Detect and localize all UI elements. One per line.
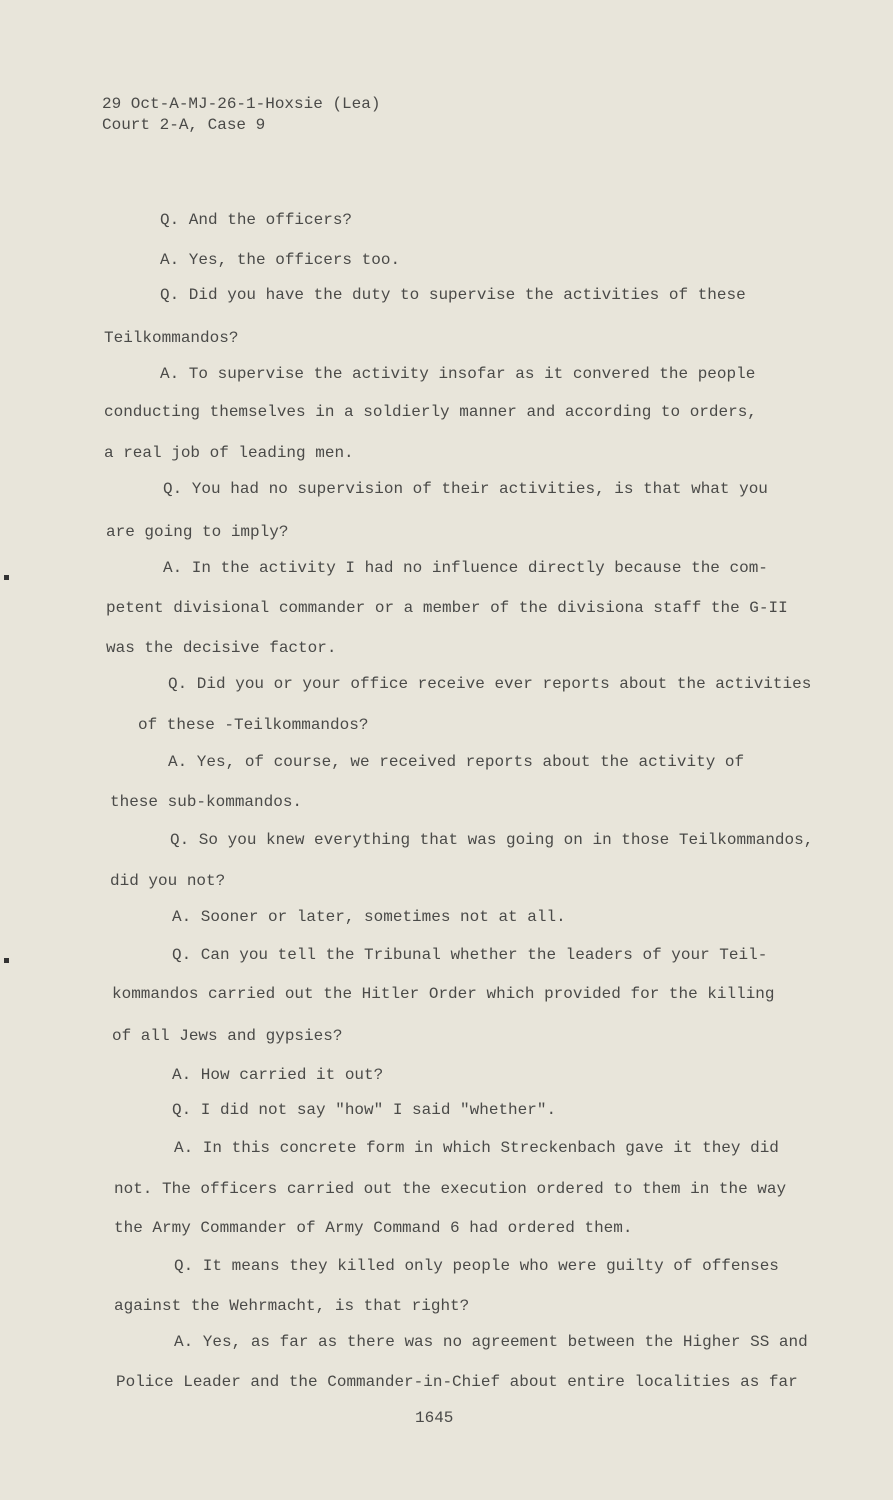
- transcript-line: against the Wehrmacht, is that right?: [114, 1297, 470, 1315]
- punch-mark: [4, 958, 9, 963]
- transcript-line: Q. And the officers?: [160, 211, 353, 229]
- transcript-line: A. In this concrete form in which Streckenbach gave it they did: [174, 1139, 779, 1157]
- page-number: 1645: [415, 1409, 454, 1427]
- punch-mark: [4, 575, 9, 580]
- transcript-line: petent divisional commander or a member of the divisiona staff the G-II: [106, 599, 788, 617]
- transcript-line: A. Sooner or later, sometimes not at all.: [172, 908, 566, 926]
- transcript-line: A. To supervise the activity insofar as it convered the people: [160, 365, 756, 383]
- transcript-line: not. The officers carried out the execution ordered to them in the way: [114, 1180, 787, 1198]
- header-line-1: 29 Oct-A-MJ-26-1-Hoxsie (Lea): [102, 95, 381, 113]
- header-line-2: Court 2-A, Case 9: [102, 116, 266, 134]
- transcript-line: Q. Did you or your office receive ever reports about the activities: [168, 675, 812, 693]
- transcript-line: A. Yes, the officers too.: [160, 251, 401, 269]
- transcript-line: are going to imply?: [106, 523, 289, 541]
- transcript-line: Police Leader and the Commander-in-Chief about entire localities as far: [116, 1373, 798, 1391]
- transcript-line: Q. You had no supervision of their activities, is that what you: [163, 480, 768, 498]
- transcript-line: of all Jews and gypsies?: [112, 1027, 343, 1045]
- transcript-line: of these -Teilkommandos?: [138, 716, 369, 734]
- transcript-line: conducting themselves in a soldierly manner and according to orders,: [104, 403, 757, 421]
- transcript-line: A. In the activity I had no influence directly because the com-: [163, 559, 768, 577]
- transcript-line: these sub-kommandos.: [110, 793, 303, 811]
- transcript-line: was the decisive factor.: [106, 639, 337, 657]
- transcript-line: Q. So you knew everything that was going on in those Teilkommandos,: [170, 831, 814, 849]
- transcript-line: Q. Can you tell the Tribunal whether the leaders of your Teil-: [172, 946, 768, 964]
- transcript-line: A. Yes, as far as there was no agreement between the Higher SS and: [174, 1333, 808, 1351]
- transcript-line: Teilkommandos?: [104, 329, 239, 347]
- transcript-line: A. How carried it out?: [172, 1066, 384, 1084]
- transcript-line: kommandos carried out the Hitler Order which provided for the killing: [112, 985, 775, 1003]
- transcript-line: the Army Commander of Army Command 6 had ordered them.: [114, 1219, 633, 1237]
- transcript-line: Q. Did you have the duty to supervise the activities of these: [160, 286, 746, 304]
- transcript-line: a real job of leading men.: [104, 444, 354, 462]
- transcript-line: Q. I did not say "how" I said "whether".: [172, 1101, 557, 1119]
- transcript-line: A. Yes, of course, we received reports about the activity of: [168, 753, 745, 771]
- transcript-line: Q. It means they killed only people who were guilty of offenses: [174, 1257, 779, 1275]
- transcript-line: did you not?: [110, 872, 226, 890]
